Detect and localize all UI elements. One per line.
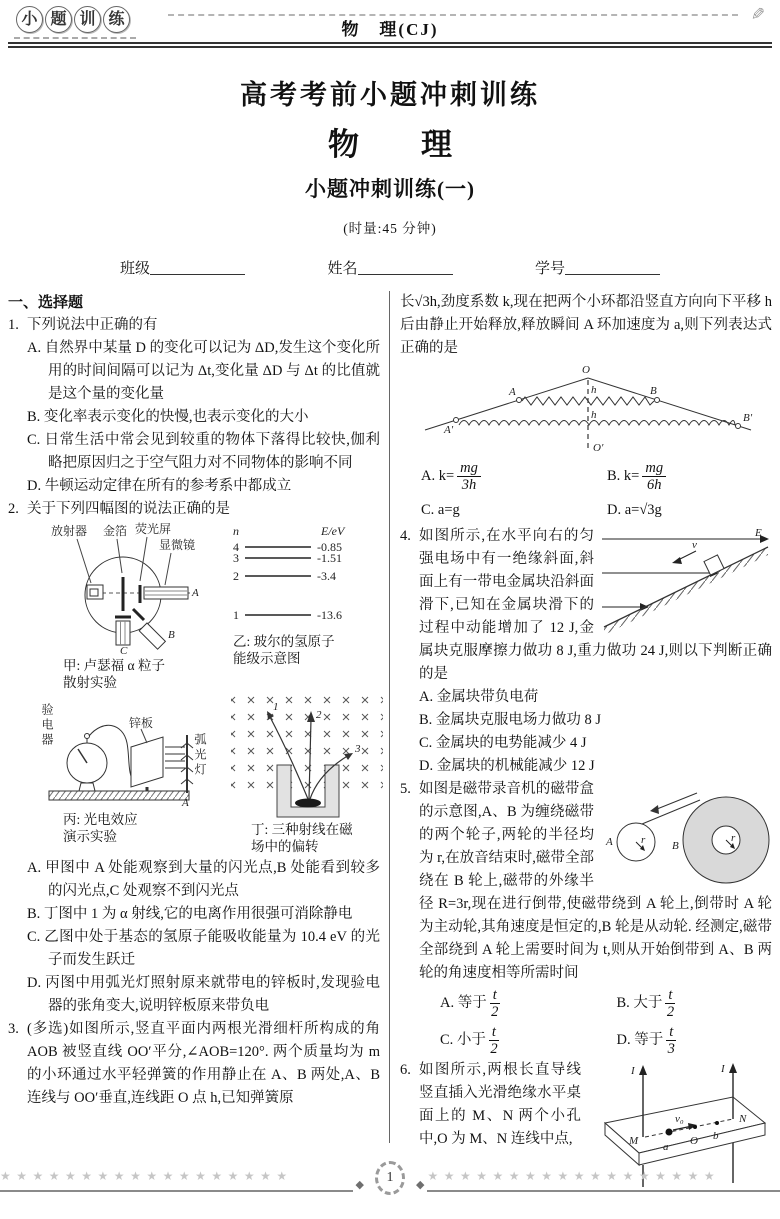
exam-subtitle: 小题冲刺训练(一) — [305, 177, 475, 201]
figure-caption: 乙: 玻尔的氢原子 — [233, 634, 335, 649]
point-n-label: N — [739, 1113, 747, 1125]
figure-caption: 能级示意图 — [233, 651, 301, 666]
question-number: 2. — [8, 501, 19, 517]
fraction — [490, 987, 500, 1020]
level-energy: -3.4 — [317, 569, 336, 583]
option-b — [586, 460, 772, 493]
point-b-label: b — [713, 1130, 719, 1142]
fraction-numerator: t — [489, 1024, 499, 1041]
option-label: B. 大于 — [616, 995, 663, 1011]
logo-char: 训 — [74, 6, 101, 33]
question-stem: 如图所示,在水平向右的匀强电场中有一绝缘斜面,斜面上有一带电金属块沿斜面滑下,已知在金属块滑下的过程中动能增加了 12 J,金属块克服摩擦力做功 8 J,重力做功 24 J,则以下判断正确的是 — [419, 528, 772, 682]
option-a: A. 金属块带负电荷 — [419, 689, 539, 705]
level-n: 1 — [233, 608, 239, 622]
logo-char: 练 — [103, 6, 130, 33]
class-label: 班级 — [120, 261, 151, 277]
option-label: A. 等于 — [440, 995, 487, 1011]
header-subject: 物 理(CJ) — [341, 20, 439, 39]
id-label: 学号 — [534, 261, 565, 277]
ray-2-label: 2 — [316, 709, 322, 721]
option-a: A. 甲图中 A 处能观察到大量的闪光点,B 处能看到较多的闪光点,C 处观察不到闪光点 — [27, 860, 380, 899]
point-o-label: O — [582, 364, 590, 376]
question-4-figure — [600, 527, 772, 631]
figure-caption: 甲: 卢瑟福 α 粒子 — [63, 658, 165, 673]
point-a-label: a — [663, 1141, 669, 1153]
option-d: D. 牛顿运动定律在所有的参考系中都成立 — [27, 478, 292, 494]
star-row: ★★★★★★★★★★★★★★★★★★ — [427, 1165, 780, 1192]
current-label: I — [631, 1065, 635, 1077]
page-footer — [0, 1158, 780, 1198]
question-4 — [400, 525, 772, 778]
question-stem: 如图是磁带录音机的磁带盒的示意图,A、B 为缠绕磁带的两个轮子,两轮的半径均为 r,在放音结束时,磁带全部绕在 B 轮上,磁带的外缘半径 R=3r,现在进行倒带,使磁带绕到 A 轮上,倒带时 A 轮为主动轮,其角速度是恒定的,B 轮是从动轮. 经测定,磁带全部绕到 A 轮上需要时间为 t,则从开始倒带到 A、B 两轮的角速度相等所需时间 — [419, 781, 772, 981]
point-o-label: O — [690, 1135, 698, 1147]
question-number: 3. — [8, 1021, 19, 1037]
fraction-denominator: 2 — [666, 1004, 675, 1020]
figure-caption: 散射实验 — [63, 675, 117, 690]
level-n: 4 — [233, 540, 239, 554]
fraction — [642, 460, 666, 493]
page-header — [8, 0, 772, 46]
fraction-numerator: mg — [457, 460, 481, 477]
figure-three-rays — [225, 693, 390, 855]
footer-stars-left — [0, 1165, 367, 1192]
name-label: 姓名 — [327, 261, 358, 277]
point-a-label: A — [509, 386, 516, 398]
point-b-prime-label: B′ — [743, 412, 753, 424]
fraction — [665, 987, 675, 1020]
energy-levels-canvas — [225, 523, 375, 633]
option-a — [400, 460, 586, 493]
zinc-plate-label: 锌板 — [129, 716, 154, 730]
point-a-label: A — [192, 587, 199, 599]
figure-caption: 场中的偏转 — [251, 839, 319, 854]
energy-levels-drawing — [225, 523, 375, 633]
id-field — [535, 258, 660, 281]
fraction — [666, 1024, 676, 1057]
arc-lamp-label: 弧光灯 — [193, 733, 207, 778]
screen-label: 荧光屏 — [135, 522, 172, 536]
fraction — [457, 460, 481, 493]
exam-title: 高考考前小题冲刺训练 — [240, 80, 540, 110]
fraction-numerator: t — [490, 987, 500, 1004]
h-lower-label: h — [591, 409, 597, 421]
point-b-label: B — [650, 385, 657, 397]
three-rays-drawing — [225, 693, 390, 821]
level-n: 3 — [233, 551, 239, 565]
microscope-label: 显微镜 — [159, 538, 196, 552]
pencil-icon: ✎ — [747, 6, 767, 21]
incline-field-drawing — [600, 527, 772, 631]
option-c: C. 金属块的电势能减少 4 J — [419, 735, 587, 751]
wheel-b-label: B — [672, 840, 679, 852]
fraction-numerator: t — [666, 1024, 676, 1041]
fraction-denominator: 3 — [667, 1041, 675, 1057]
question-5-options-row-1 — [419, 985, 772, 1022]
current-label: I — [721, 1063, 725, 1075]
student-fields — [120, 258, 660, 281]
rods-springs-drawing — [410, 364, 762, 456]
photoelectric-canvas — [37, 693, 209, 811]
logo-char: 小 — [16, 6, 43, 33]
fraction-denominator: 6h — [646, 477, 662, 493]
fraction-denominator: 2 — [490, 1041, 498, 1057]
question-number: 5. — [400, 781, 411, 797]
exam-subject: 物 理 — [328, 127, 452, 162]
question-3-continued — [400, 291, 772, 525]
n-axis-label: n — [233, 524, 239, 538]
rutherford-canvas — [37, 523, 209, 657]
option-b: B. 丁图中 1 为 α 射线,它的电离作用很强可消除静电 — [27, 906, 353, 922]
fraction-numerator: mg — [642, 460, 666, 477]
question-stem: 如图所示,两根长直导线竖直插入光滑绝缘水平桌面上的 M、N 两个小孔中,O 为 M、N 连线中点, — [419, 1062, 581, 1147]
point-m-label: M — [629, 1135, 639, 1147]
option-b: B. 变化率表示变化的快慢,也表示变化的大小 — [27, 409, 309, 425]
energy-axis-label: E/eV — [321, 524, 345, 538]
level-energy: -13.6 — [317, 608, 342, 622]
option-c: C. a=g — [421, 501, 460, 518]
question-2-figures — [27, 523, 380, 855]
option-c — [419, 1024, 596, 1057]
class-field — [120, 258, 245, 281]
name-blank — [358, 260, 453, 275]
option-label: B. k= — [607, 468, 640, 484]
option-label: C. 小于 — [440, 1032, 486, 1048]
name-field — [327, 258, 452, 281]
option-a: A. 自然界中某量 D 的变化可以记为 ΔD,发生这个变化所用的时间间隔可以记为 Δt,变化量 ΔD 与 Δt 的比值就是这个量的变化量 — [27, 340, 380, 402]
figure-caption: 丁: 三种射线在磁 — [251, 822, 353, 837]
figure-energy-levels — [225, 523, 390, 691]
page-number: 1 — [375, 1161, 405, 1195]
level-n: 2 — [233, 569, 239, 583]
option-d: D. a=√3g — [607, 501, 662, 518]
point-c-label: C — [120, 645, 128, 657]
question-3-figure — [410, 364, 762, 456]
option-c: C. 日常生活中常会见到较重的物体下落得比较快,伽利略把原因归之于空气阻力对不同物体的影响不同 — [27, 432, 380, 471]
content-columns — [8, 291, 772, 1153]
figure-caption: 演示实验 — [63, 829, 117, 844]
header-dashed-rule — [168, 14, 738, 16]
title-block — [8, 80, 772, 281]
question-stem: 下列说法中正确的有 — [27, 317, 158, 333]
logo-char: 题 — [45, 6, 72, 33]
level-energy: -0.85 — [317, 540, 342, 554]
three-rays-canvas — [225, 693, 390, 821]
question-5-options-row-2 — [419, 1022, 772, 1059]
option-a — [419, 987, 596, 1020]
right-column — [390, 291, 772, 1153]
footer-stars-right — [413, 1165, 780, 1192]
option-label: A. k= — [421, 468, 455, 484]
figure-photoelectric — [37, 693, 219, 855]
velocity-label: v — [692, 539, 697, 551]
question-stem: 关于下列四幅图的说法正确的是 — [27, 501, 230, 517]
question-3-options-row-2 — [400, 495, 772, 525]
point-b-label: B — [168, 629, 175, 641]
diamond-icon: ◆ — [416, 1178, 425, 1191]
h-upper-label: h — [591, 384, 597, 396]
radius-label: r — [731, 832, 736, 844]
option-c: C. 乙图中处于基态的氢原子能吸收能量为 10.4 eV 的光子而发生跃迁 — [27, 929, 380, 968]
initial-velocity-label: v₀ — [675, 1113, 684, 1125]
fraction-numerator: t — [665, 987, 675, 1004]
electroscope-label: 验电器 — [40, 703, 54, 748]
fraction — [489, 1024, 499, 1057]
star-row: ★★★★★★★★★★★★★★★★★★ — [0, 1165, 353, 1192]
wheel-a-label: A — [606, 836, 613, 848]
foil-label: 金箔 — [103, 524, 128, 538]
header-double-rule — [8, 42, 772, 48]
question-stem: (多选)如图所示,竖直平面内两根光滑细杆所构成的角 AOB 被竖直线 OO′平分,∠AOB=120°. 两个质量均为 m 的小环通过水平轻弹簧的作用静止在 A、B 两处,A、B 连线与 OO′垂直,连线距 O 点 h,已知弹簧原 — [27, 1021, 380, 1106]
level-energy: -1.51 — [317, 551, 342, 565]
section-title: 一、选择题 — [8, 294, 84, 311]
class-blank — [150, 260, 245, 275]
point-o-prime-label: O′ — [593, 442, 604, 454]
option-d — [596, 1024, 773, 1057]
figure-caption: 丙: 光电效应 — [63, 812, 138, 827]
tape-reels-drawing — [600, 780, 772, 886]
radius-label: r — [641, 834, 646, 846]
ray-3-label: 3 — [355, 743, 361, 755]
question-3 — [8, 1018, 380, 1110]
point-a-label: A — [182, 797, 189, 809]
emitter-label: 放射器 — [51, 524, 88, 538]
fraction-denominator: 2 — [491, 1004, 499, 1020]
ray-1-label: 1 — [273, 701, 279, 713]
question-2 — [8, 498, 380, 1018]
photoelectric-drawing — [37, 693, 209, 811]
option-b — [596, 987, 773, 1020]
fraction-denominator: 3h — [461, 477, 477, 493]
question-5-figure — [600, 780, 772, 886]
question-number: 4. — [400, 528, 411, 544]
figure-rutherford — [37, 523, 219, 691]
exam-duration: (时量:45 分钟) — [343, 221, 437, 236]
option-label: D. 等于 — [616, 1032, 664, 1048]
question-3-options-row-1 — [400, 458, 772, 495]
option-b: B. 金属块克服电场力做功 8 J — [419, 712, 602, 728]
question-5 — [400, 778, 772, 1059]
question-1 — [8, 314, 380, 498]
id-blank — [565, 260, 660, 275]
question-number: 6. — [400, 1062, 411, 1078]
option-d: D. 丙图中用弧光灯照射原来就带电的锌板时,发现验电器的张角变大,说明锌板原来带负电 — [27, 975, 380, 1014]
point-a-prime-label: A′ — [444, 424, 454, 436]
question-stem-continued: 长√3h,劲度系数 k,现在把两个小环都沿竖直方向向下平移 h 后由静止开始释放,释放瞬间 A 环加速度为 a,则下列表达式正确的是 — [400, 294, 772, 356]
diamond-icon: ◆ — [355, 1178, 364, 1191]
question-number: 1. — [8, 317, 19, 333]
option-d: D. 金属块的机械能减少 12 J — [419, 758, 595, 774]
field-label: E — [755, 527, 762, 539]
left-column — [8, 291, 390, 1143]
